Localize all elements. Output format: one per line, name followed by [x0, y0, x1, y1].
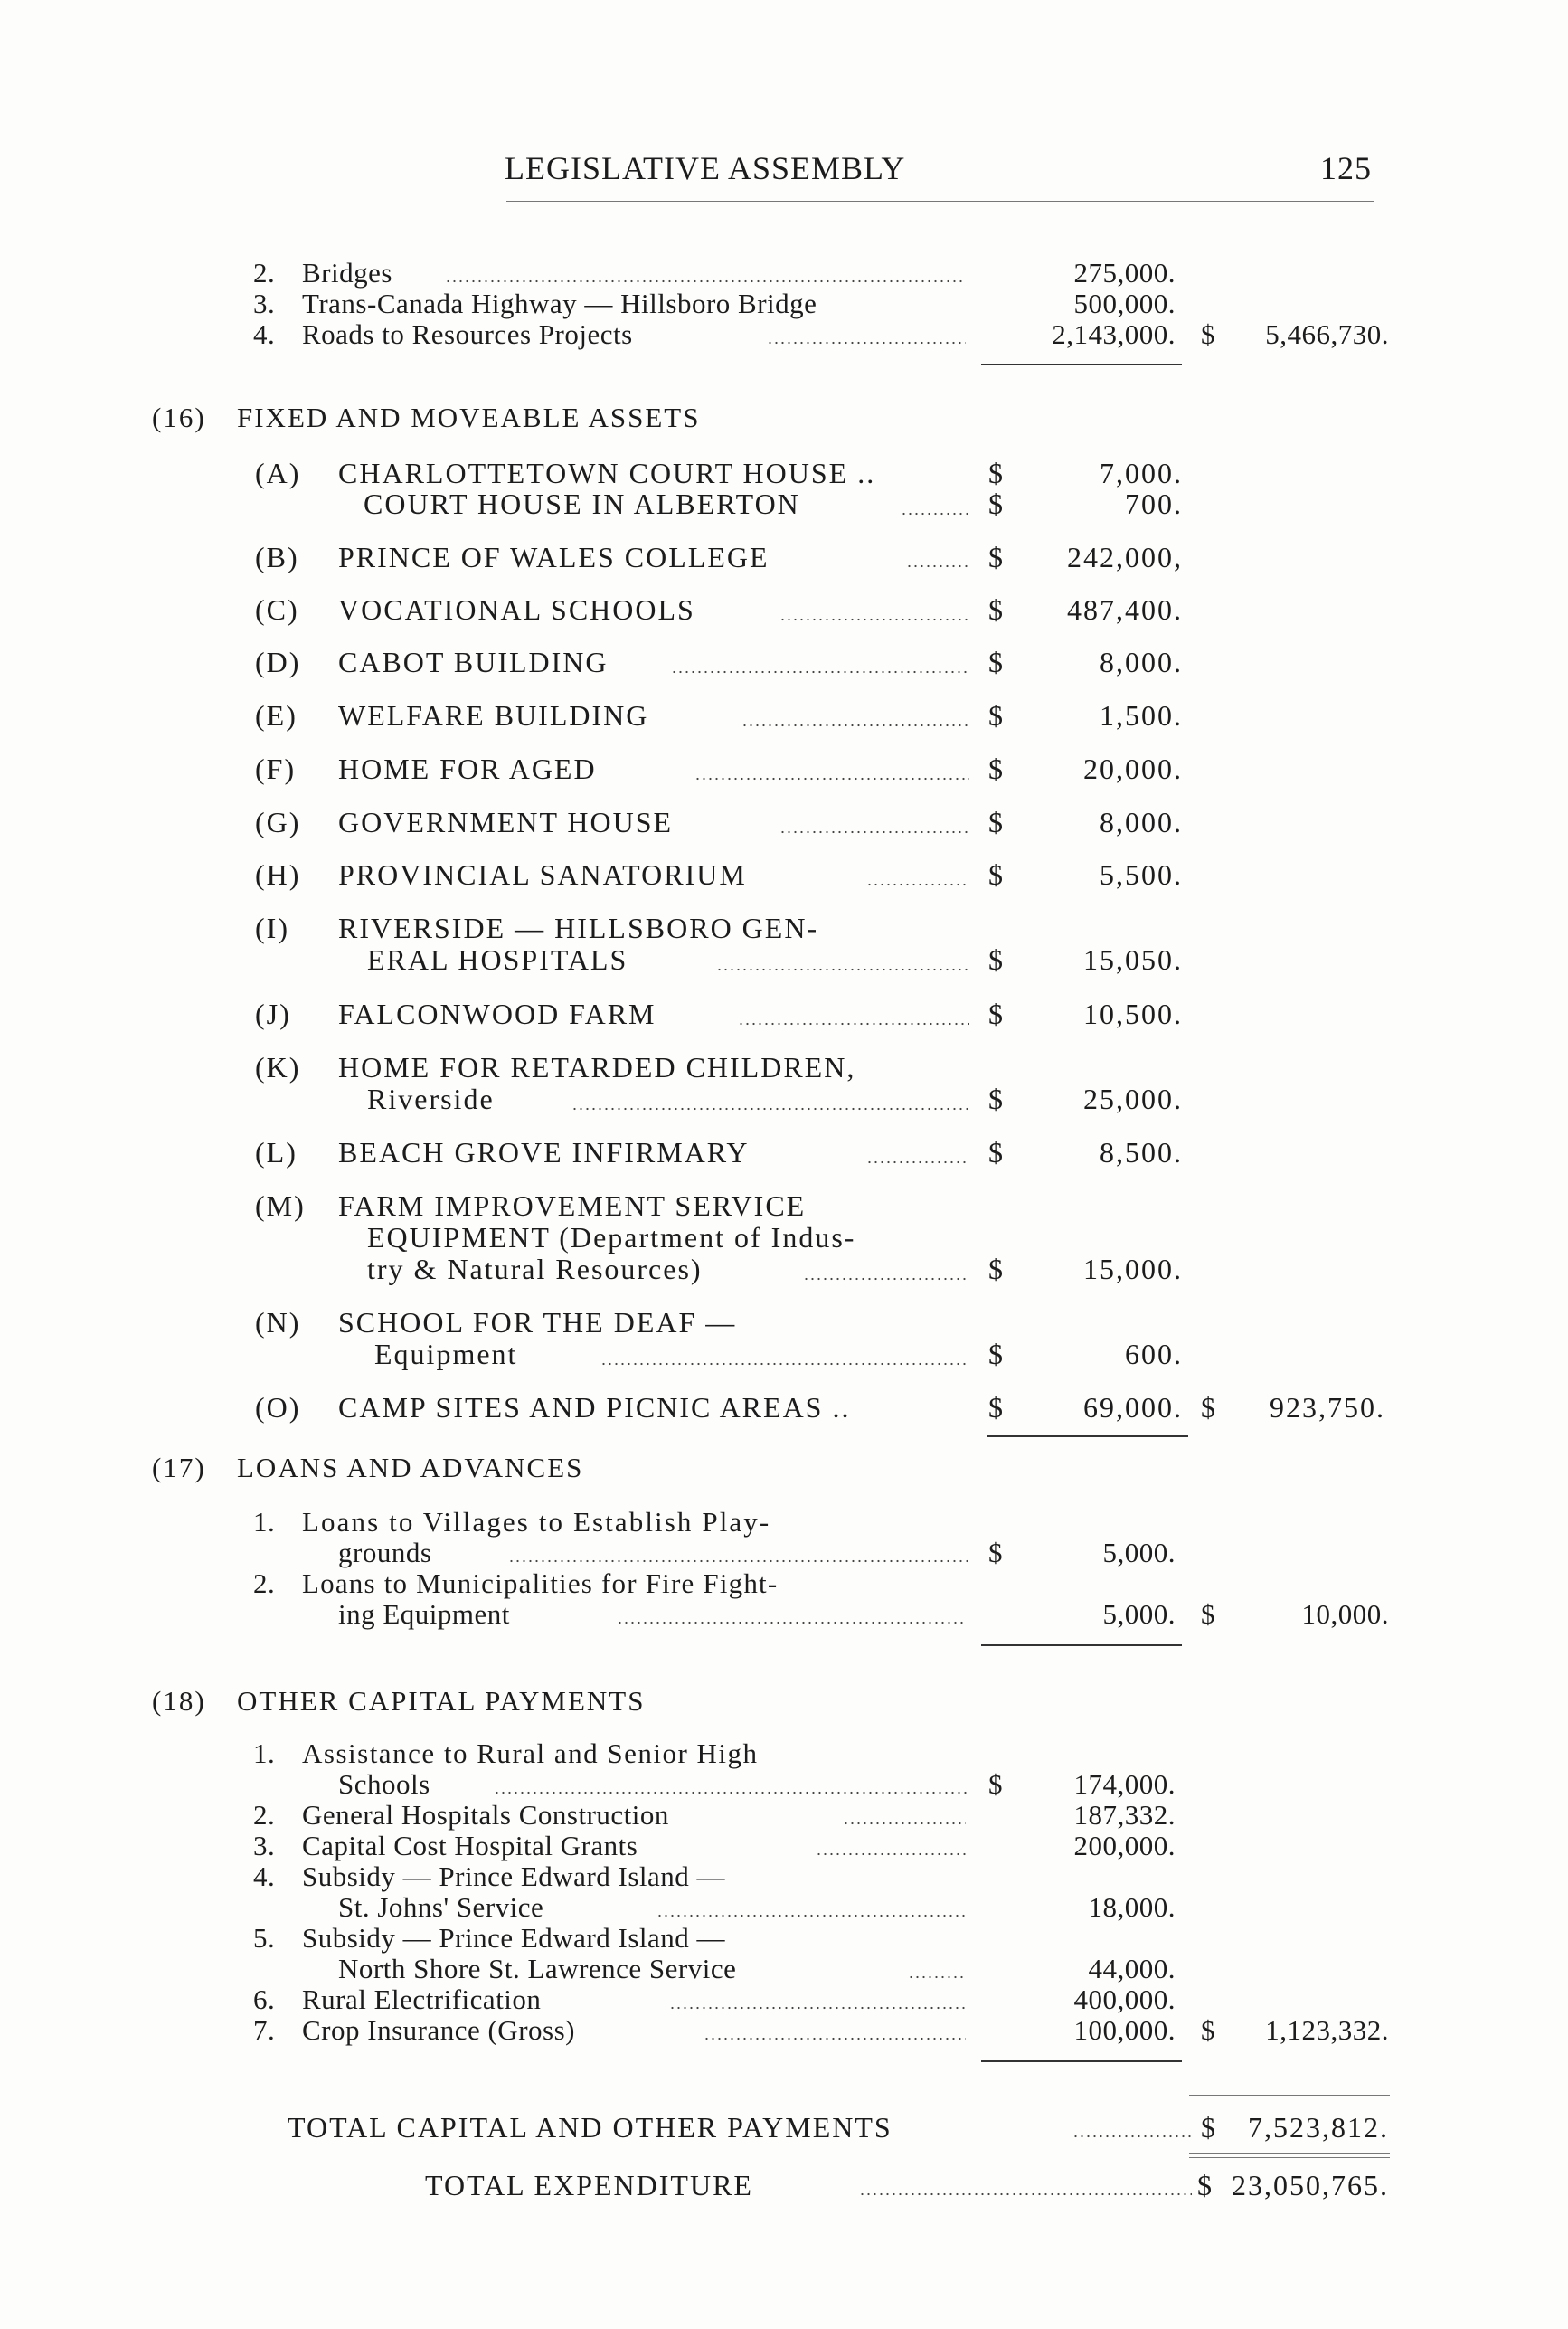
item-amount: 8,500.: [1100, 1136, 1183, 1169]
item-number: 4.: [253, 318, 276, 350]
dot-leader: [694, 777, 969, 781]
item-amount: 20,000.: [1083, 753, 1183, 785]
item-label: St. Johns' Service: [338, 1891, 544, 1923]
item-label: RIVERSIDE — HILLSBORO GEN-: [338, 912, 819, 944]
dollar-sign: $: [988, 806, 1005, 838]
item-amount: 5,000.: [1102, 1598, 1176, 1630]
item-number: 4.: [253, 1860, 276, 1892]
item-letter: (N): [255, 1306, 301, 1339]
total-dollar-sign: $: [1201, 318, 1215, 350]
section-total: 10,000.: [1301, 1598, 1389, 1630]
item-label: Capital Cost Hospital Grants: [302, 1830, 638, 1861]
item-label: CHARLOTTETOWN COURT HOUSE ..: [338, 457, 876, 489]
section-number: (18): [152, 1685, 206, 1717]
dot-leader: [716, 968, 969, 971]
subtotal-rule: [981, 1644, 1182, 1646]
item-amount: 5,500.: [1100, 858, 1183, 891]
item-number: 2.: [253, 1567, 276, 1599]
item-number: 6.: [253, 1983, 276, 2015]
dollar-sign: $: [988, 1768, 1003, 1800]
dollar-sign: $: [988, 593, 1005, 626]
item-label: General Hospitals Construction: [302, 1799, 669, 1831]
item-label: Equipment: [374, 1338, 518, 1370]
dollar-sign: $: [988, 943, 1005, 976]
item-label: Assistance to Rural and Senior High: [302, 1737, 759, 1769]
dollar-sign: $: [988, 1083, 1005, 1115]
dot-leader: [779, 618, 969, 621]
item-amount: 5,000.: [1102, 1537, 1176, 1568]
section-number: (16): [152, 402, 206, 433]
dollar-sign: $: [988, 753, 1005, 785]
item-letter: (E): [255, 699, 298, 732]
item-amount: 15,000.: [1083, 1253, 1183, 1285]
subtotal-rule: [981, 364, 1182, 365]
page-title: LEGISLATIVE ASSEMBLY: [505, 150, 906, 186]
item-amount: 700.: [1125, 488, 1183, 520]
item-label: PRINCE OF WALES COLLEGE: [338, 541, 770, 573]
dot-leader: [1072, 2135, 1192, 2138]
item-amount: 275,000.: [1073, 257, 1176, 289]
dot-leader: [445, 279, 966, 283]
dollar-sign: $: [988, 1391, 1005, 1424]
item-letter: (L): [255, 1136, 298, 1169]
item-number: 3.: [253, 1830, 276, 1861]
double-rule: [1189, 2153, 1390, 2154]
dot-leader: [617, 1621, 966, 1624]
item-amount: 8,000.: [1100, 646, 1183, 678]
dot-leader: [738, 1022, 969, 1026]
item-label: North Shore St. Lawrence Service: [338, 1953, 737, 1984]
dot-leader: [704, 2037, 966, 2040]
dot-leader: [669, 2006, 966, 2010]
dollar-sign: $: [988, 858, 1005, 891]
dot-leader: [908, 1975, 966, 1979]
item-amount: 2,143,000.: [1052, 318, 1176, 350]
item-label: Loans to Municipalities for Fire Fight-: [302, 1567, 779, 1599]
item-label: PROVINCIAL SANATORIUM: [338, 858, 747, 891]
section-number: (17): [152, 1452, 206, 1483]
item-label: CABOT BUILDING: [338, 646, 609, 678]
item-label: GOVERNMENT HOUSE: [338, 806, 674, 838]
item-label: Rural Electrification: [302, 1983, 542, 2015]
header-rule: [506, 201, 1374, 202]
total-capital-label: TOTAL CAPITAL AND OTHER PAYMENTS: [288, 2111, 893, 2144]
item-amount: 44,000.: [1088, 1953, 1176, 1984]
item-label: EQUIPMENT (Department of Indus-: [367, 1221, 856, 1254]
item-letter: (O): [255, 1391, 301, 1424]
item-label: SCHOOL FOR THE DEAF —: [338, 1306, 737, 1339]
dollar-sign: $: [988, 1537, 1003, 1568]
dollar-sign: $: [988, 488, 1005, 520]
item-label: CAMP SITES AND PICNIC AREAS ..: [338, 1391, 851, 1424]
item-label: grounds: [338, 1537, 432, 1568]
item-label: ing Equipment: [338, 1598, 510, 1630]
item-label: WELFARE BUILDING: [338, 699, 649, 732]
total-dollar-sign: $: [1201, 2014, 1215, 2046]
item-amount: 69,000.: [1083, 1391, 1183, 1424]
item-number: 2.: [253, 257, 276, 289]
item-amount: 200,000.: [1073, 1830, 1176, 1861]
total-expenditure-amount: 23,050,765.: [1232, 2169, 1389, 2201]
item-label: Trans-Canada Highway — Hillsboro Bridge: [302, 288, 817, 319]
item-label: Riverside: [367, 1083, 495, 1115]
item-amount: 487,400.: [1067, 593, 1183, 626]
item-letter: (K): [255, 1051, 301, 1084]
total-capital-amount: 7,523,812.: [1248, 2111, 1389, 2144]
dot-leader: [779, 830, 969, 834]
item-label: HOME FOR AGED: [338, 753, 597, 785]
total-dollar-sign: $: [1201, 1391, 1217, 1424]
section-total: 923,750.: [1270, 1391, 1385, 1424]
page-number: 125: [1320, 150, 1372, 186]
dot-leader: [866, 1160, 969, 1164]
item-letter: (J): [255, 998, 291, 1030]
item-label: FALCONWOOD FARM: [338, 998, 656, 1030]
total-dollar-sign: $: [1201, 1598, 1215, 1630]
item-amount: 10,500.: [1083, 998, 1183, 1030]
item-amount: 15,050.: [1083, 943, 1183, 976]
item-amount: 100,000.: [1073, 2014, 1176, 2046]
section-title: FIXED AND MOVEABLE ASSETS: [237, 402, 701, 433]
item-letter: (C): [255, 593, 299, 626]
dollar-sign: $: [988, 1253, 1005, 1285]
dot-leader: [843, 1822, 966, 1825]
dollar-sign: $: [988, 1338, 1005, 1370]
dot-leader: [859, 2192, 1192, 2196]
item-label: Loans to Villages to Establish Play-: [302, 1506, 771, 1538]
dollar-sign: $: [988, 1136, 1005, 1169]
item-letter: (B): [255, 541, 299, 573]
section-title: OTHER CAPITAL PAYMENTS: [237, 1685, 646, 1717]
total-dollar-sign: $: [1201, 2111, 1217, 2144]
dot-leader: [600, 1362, 969, 1366]
item-label: Subsidy — Prince Edward Island —: [302, 1860, 726, 1892]
item-label: Bridges: [302, 257, 392, 289]
dot-leader: [494, 1791, 969, 1794]
item-letter: (H): [255, 858, 301, 891]
item-letter: (M): [255, 1189, 306, 1222]
item-label: VOCATIONAL SCHOOLS: [338, 593, 695, 626]
item-label: Roads to Resources Projects: [302, 318, 633, 350]
dot-leader: [571, 1107, 969, 1111]
item-amount: 25,000.: [1083, 1083, 1183, 1115]
item-amount: 600.: [1125, 1338, 1183, 1370]
item-amount: 8,000.: [1100, 806, 1183, 838]
item-amount: 500,000.: [1073, 288, 1176, 319]
item-label: HOME FOR RETARDED CHILDREN,: [338, 1051, 856, 1084]
dot-leader: [866, 883, 969, 886]
section-total: 1,123,332.: [1265, 2014, 1389, 2046]
dollar-sign: $: [988, 457, 1005, 489]
item-amount: 242,000,: [1067, 541, 1183, 573]
dot-leader: [741, 724, 969, 727]
item-amount: 187,332.: [1073, 1799, 1176, 1831]
item-letter: (F): [255, 753, 297, 785]
item-amount: 174,000.: [1073, 1768, 1176, 1800]
total-rule: [1189, 2095, 1390, 2096]
item-amount: 7,000.: [1100, 457, 1183, 489]
subtotal-rule: [981, 2060, 1182, 2062]
item-letter: (I): [255, 912, 289, 944]
item-number: 3.: [253, 288, 276, 319]
item-amount: 18,000.: [1088, 1891, 1176, 1923]
item-amount: 1,500.: [1100, 699, 1183, 732]
section-total: 5,466,730.: [1265, 318, 1389, 350]
dollar-sign: $: [988, 646, 1005, 678]
total-dollar-sign: $: [1197, 2169, 1214, 2201]
item-label: COURT HOUSE IN ALBERTON: [364, 488, 800, 520]
subtotal-rule: [987, 1435, 1188, 1437]
dot-leader: [803, 1277, 969, 1281]
item-letter: (A): [255, 457, 301, 489]
item-label: Crop Insurance (Gross): [302, 2014, 575, 2046]
dot-leader: [901, 512, 969, 516]
total-expenditure-label: TOTAL EXPENDITURE: [425, 2169, 753, 2201]
dot-leader: [508, 1559, 969, 1563]
item-letter: (D): [255, 646, 301, 678]
item-number: 5.: [253, 1922, 276, 1954]
double-rule: [1189, 2157, 1390, 2158]
dot-leader: [816, 1852, 966, 1856]
item-label: FARM IMPROVEMENT SERVICE: [338, 1189, 807, 1222]
item-number: 1.: [253, 1737, 276, 1769]
item-label: Subsidy — Prince Edward Island —: [302, 1922, 726, 1954]
item-label: BEACH GROVE INFIRMARY: [338, 1136, 750, 1169]
dollar-sign: $: [988, 541, 1005, 573]
dollar-sign: $: [988, 699, 1005, 732]
item-letter: (G): [255, 806, 301, 838]
dot-leader: [671, 670, 969, 674]
dollar-sign: $: [988, 998, 1005, 1030]
item-number: 2.: [253, 1799, 276, 1831]
item-number: 1.: [253, 1506, 276, 1538]
section-title: LOANS AND ADVANCES: [237, 1452, 584, 1483]
dot-leader: [906, 564, 969, 568]
dot-leader: [767, 341, 966, 345]
dot-leader: [656, 1914, 966, 1917]
item-number: 7.: [253, 2014, 276, 2046]
item-amount: 400,000.: [1073, 1983, 1176, 2015]
item-label: try & Natural Resources): [367, 1253, 703, 1285]
item-label: Schools: [338, 1768, 430, 1800]
item-label: ERAL HOSPITALS: [367, 943, 628, 976]
